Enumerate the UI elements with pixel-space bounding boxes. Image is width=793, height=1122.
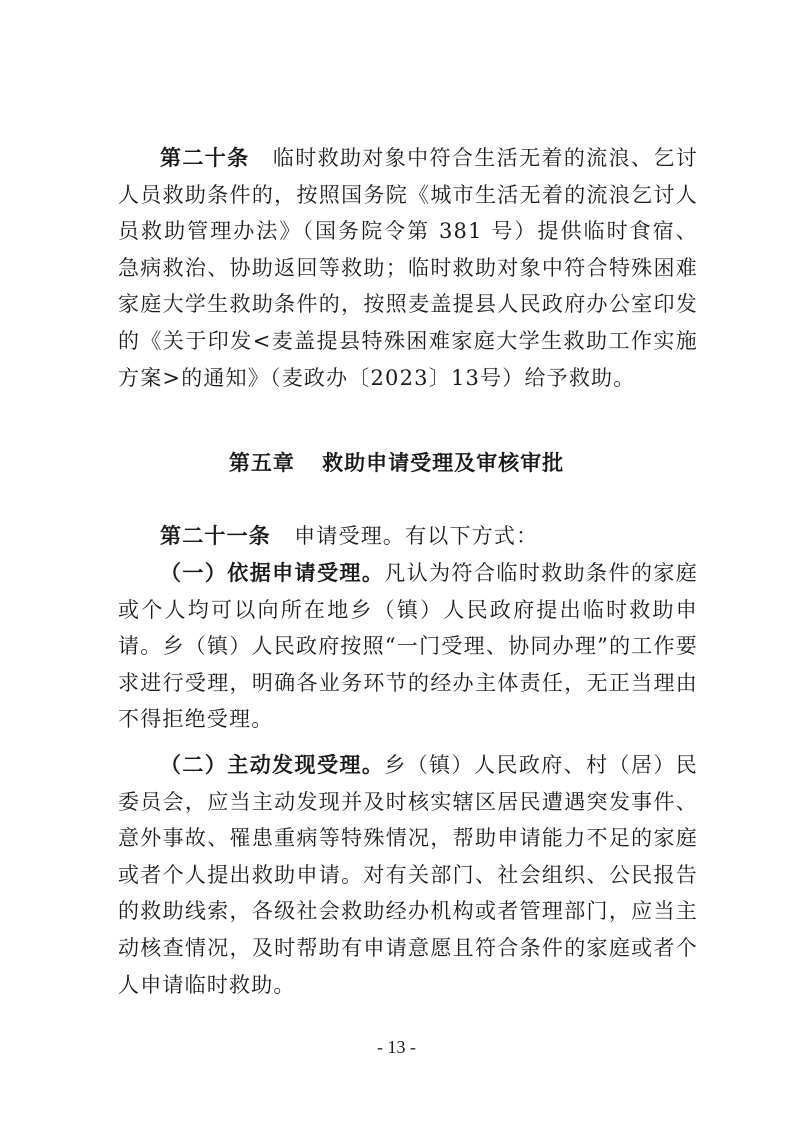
article-21-text: 申请受理。有以下方式： — [294, 524, 539, 548]
item-1-label: （一）依据申请受理。 — [160, 561, 385, 585]
item-1-text: 凡认为符合临时救助条件的家庭或个人均可以向所在地乡（镇）人民政府提出临时救助申请。乡（镇）人民政府按照“一门受理、协同办理”的工作要求进行受理，明确各业务环节的经办主体责任，无正当理由不得拒绝受理。 — [118, 561, 698, 732]
page-number: - 13 - — [377, 1037, 416, 1057]
article-20-text: 临时救助对象中符合生活无着的流浪、乞讨人员救助条件的，按照国务院《城市生活无着的流浪乞讨人员救助管理办法》（国务院令第 381 号）提供临时食宿、急病救治、协助返回等救助；临时救助对象中符合特殊困难家庭大学生救助条件的，按照麦盖提县人民政府办公室印发的《关于印发<麦盖提县特殊困难家庭大学生救助工作实施方案>的通知》（麦政办〔2023〕13号）给予救助。 — [118, 146, 698, 390]
chapter-title: 救助申请受理及审核审批 — [322, 451, 565, 475]
article-21-label: 第二十一条 — [160, 524, 271, 548]
item-1-paragraph — [118, 555, 698, 738]
item-2-label: （二）主动发现受理。 — [160, 753, 385, 777]
item-2-paragraph — [118, 747, 698, 1003]
item-2-text: 乡（镇）人民政府、村（居）民委员会，应当主动发现并及时核实辖区居民遭遇突发事件、意外事故、罹患重病等特殊情况，帮助申请能力不足的家庭或者个人提出救助申请。对有关部门、社会组织、公民报告的救助线索，各级社会救助经办机构或者管理部门，应当主动核查情况，及时帮助有申请意愿且符合条件的家庭或者个人申请临时救助。 — [118, 753, 698, 997]
chapter-number: 第五章 — [228, 451, 295, 475]
article-21-paragraph — [118, 518, 698, 555]
article-20-label: 第二十条 — [160, 146, 250, 170]
chapter-heading — [0, 447, 793, 477]
article-20-paragraph — [118, 140, 698, 396]
